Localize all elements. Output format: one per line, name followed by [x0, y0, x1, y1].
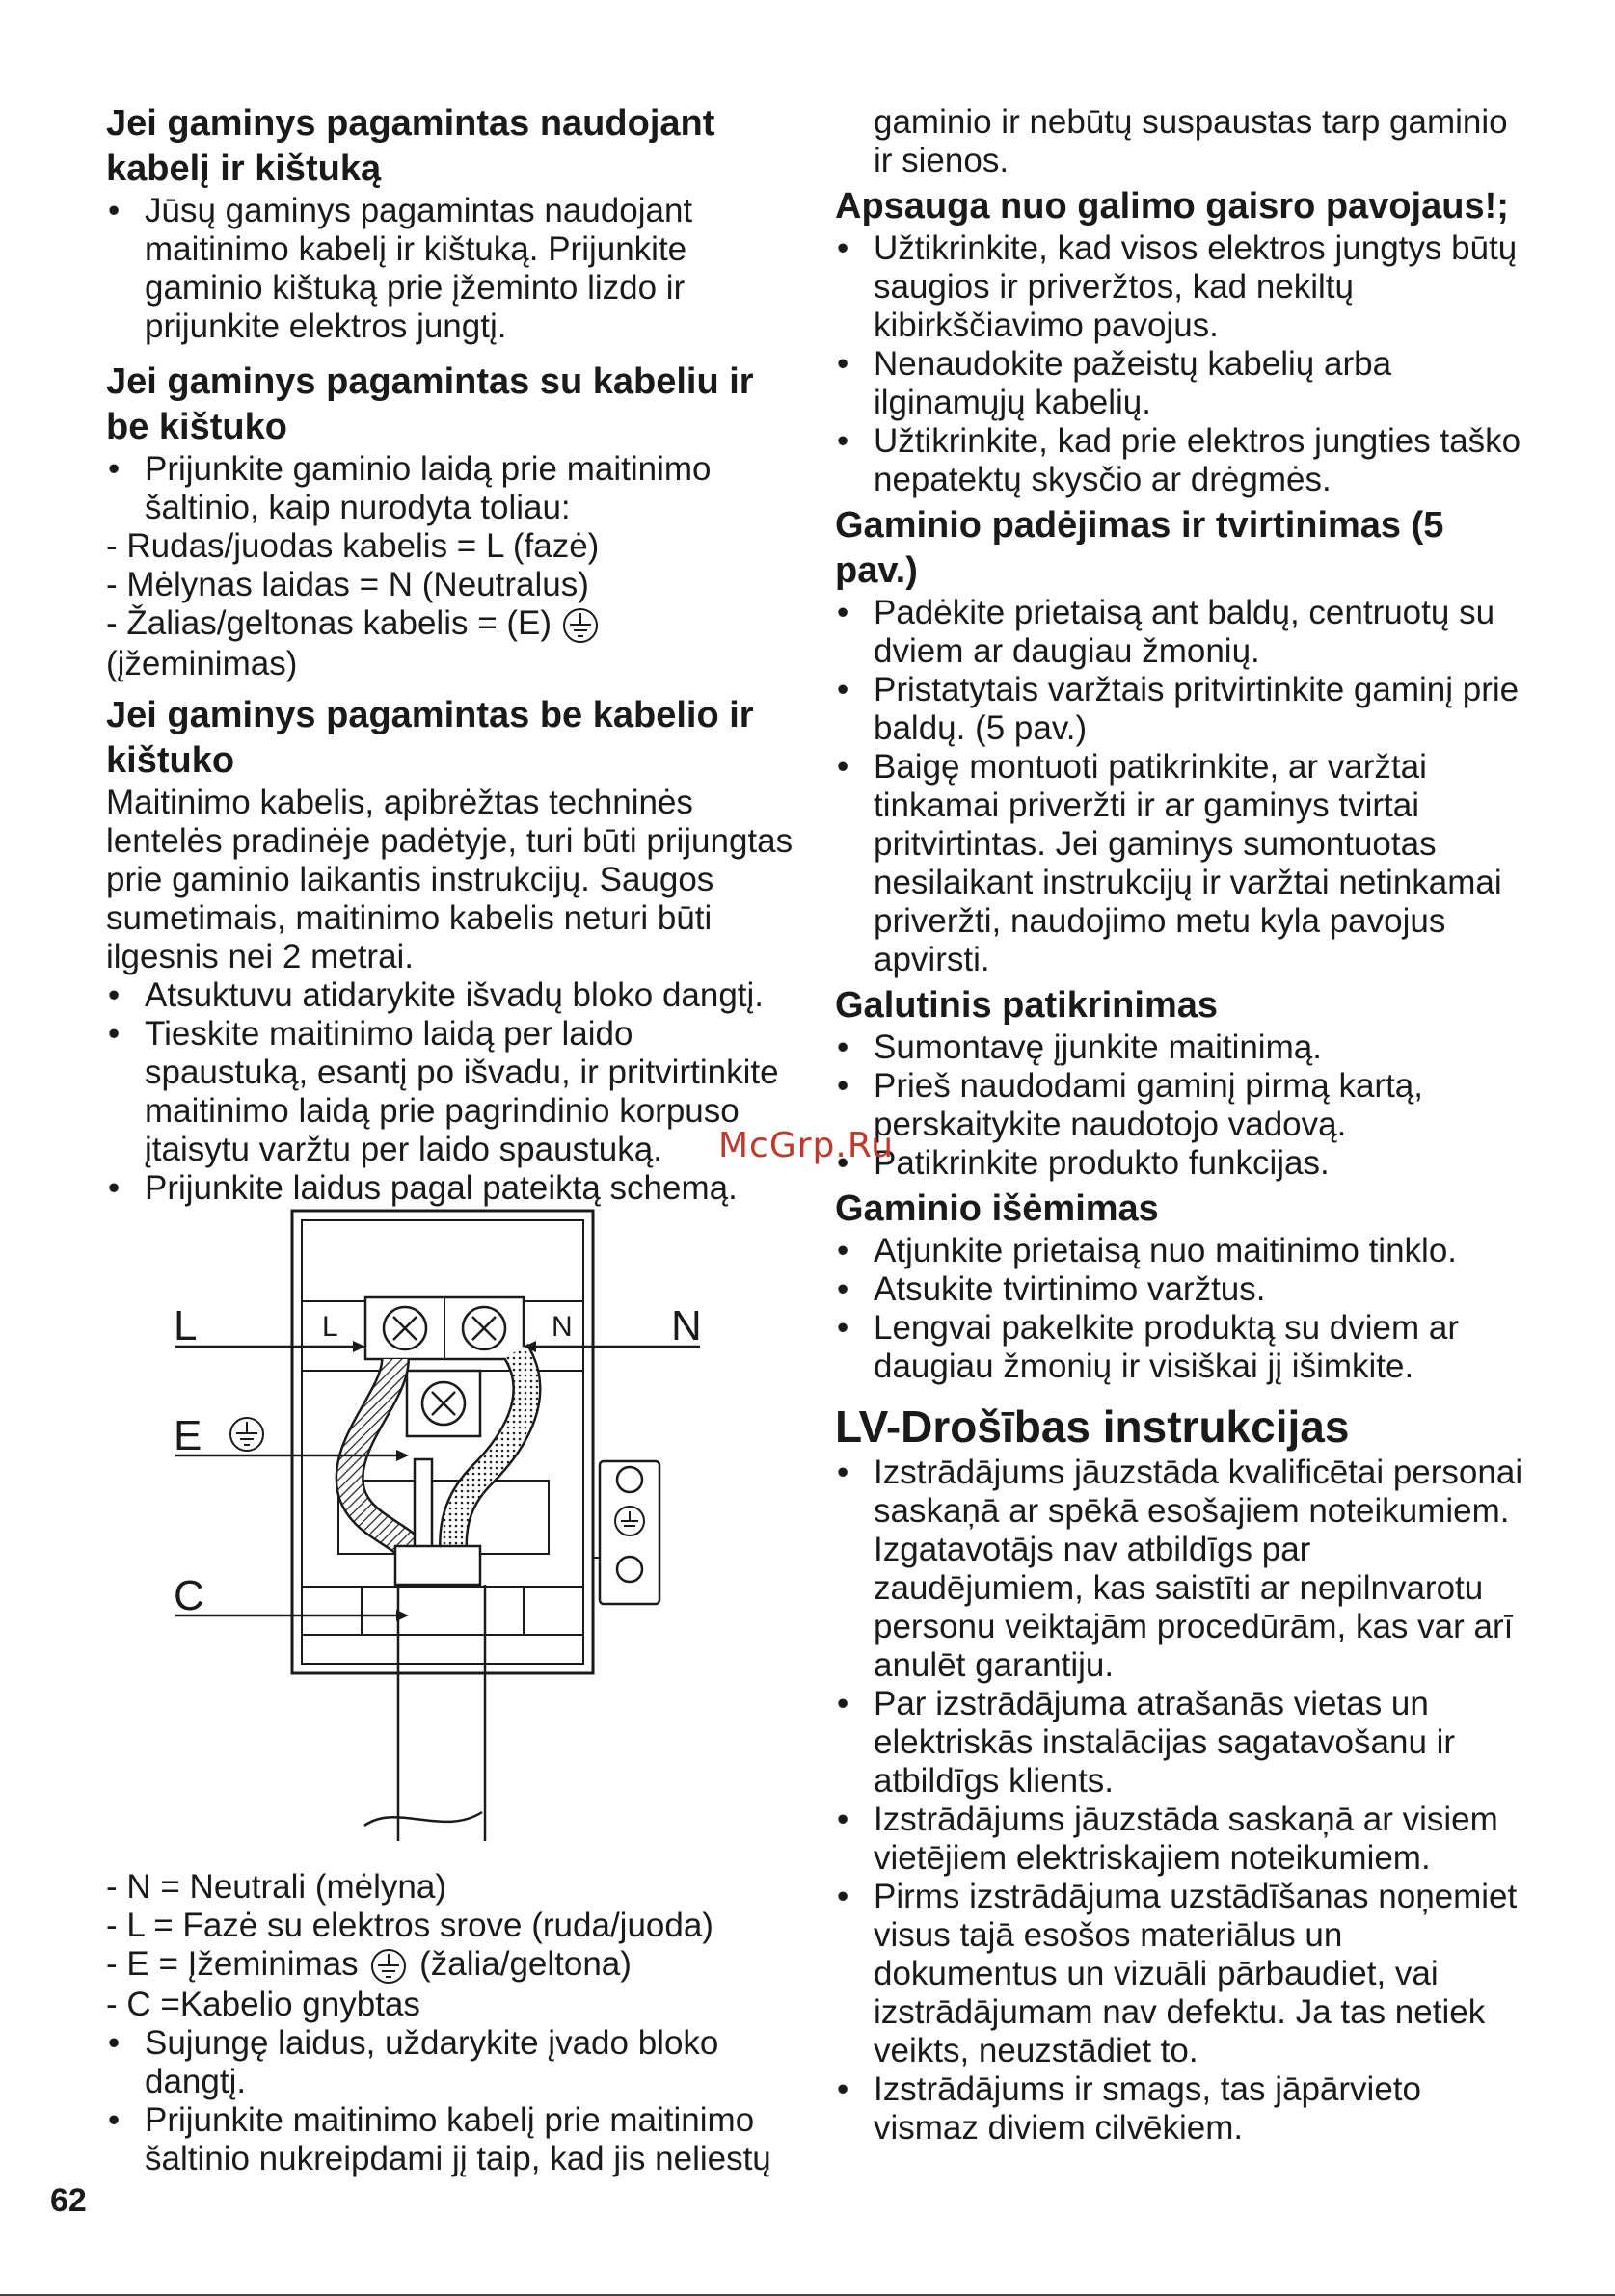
legend-block	[106, 1868, 800, 2178]
ground-icon	[367, 1947, 410, 1986]
list-item: • Izstrādājums jāuzstāda kvalificētai personai saskaņā ar spēkā esošajiem noteikumiem. Izgatavotājs nav atbildīgs par zaudējumiem, kas saistīti ar nepilnvarotu personu veiktajām procedūrām, kas var arī anulēt garantiju.	[835, 1454, 1529, 1685]
wire-green-note: (įžeminimas)	[106, 644, 298, 682]
list-item: • Lengvai pakelkite produktą su dviem ar daugiau žmonių ir visiškai jį išimkite.	[835, 1309, 1529, 1386]
list-item: • Pirms izstrādājuma uzstādīšanas noņemiet visus tajā esošos materiālus un dokumentus un vizuāli pārbaudiet, vai izstrādājumam nav defektu. Ja tas netiek veikts, neuzstādiet to.	[835, 1878, 1529, 2070]
list-cable-plug	[106, 192, 800, 346]
list-placement	[835, 594, 1529, 979]
diagram-label-n: N	[671, 1302, 702, 1349]
page-number: 62	[50, 2182, 87, 2219]
list-item: • Par izstrādājuma atrašanās vietas un elektriskās instalācijas sagatavošanu ir atbildīgs klients.	[835, 1685, 1529, 1801]
list-item: • Atsukite tvirtinimo varžtus.	[835, 1270, 1529, 1309]
diagram-label-e: E	[174, 1412, 202, 1459]
paragraph-cable-length: Maitinimo kabelis, apibrėžtas techninės lentelės pradinėje padėtyje, turi būti prijungtas prie gaminio laikantis instrukcijų. Saugos sumetimais, maitinimo kabelis neturi būti ilgesnis nei 2 metrai.	[106, 783, 794, 975]
list-item: • Užtikrinkite, kad prie elektros jungties taško nepatektų skysčio ar drėgmės.	[835, 422, 1529, 499]
list-item: • Prijunkite gaminio laidą prie maitinimo šaltinio, kaip nurodyta toliau:	[106, 450, 800, 527]
list-no-cable	[106, 976, 800, 1208]
terminal-label-l: L	[322, 1311, 338, 1343]
list-item: • Nenaudokite pažeistų kabelių arba ilginamųjų kabelių.	[835, 345, 1529, 422]
list-item: • Prijunkite laidus pagal pateiktą schemą.	[106, 1169, 800, 1208]
list-item: • Atjunkite prietaisą nuo maitinimo tinklo.	[835, 1232, 1529, 1270]
heading-fire-hazard: Apsauga nuo galimo gaisro pavojaus!;	[835, 186, 1509, 227]
heading-cable-plug: Jei gaminys pagamintas naudojant kabelį ir kištuką	[106, 103, 715, 189]
left-column	[106, 0, 800, 2177]
list-item: • Sujungę laidus, uždarykite įvado bloko dangtį.	[106, 2024, 800, 2101]
watermark: McGrp.Ru	[718, 1126, 895, 1165]
diagram-label-c: C	[174, 1572, 204, 1619]
heading-removal: Gaminio išėmimas	[835, 1188, 1159, 1229]
continued-text: gaminio ir nebūtų suspaustas tarp gaminio ir sienos.	[874, 103, 1508, 179]
wiring-diagram	[164, 1205, 704, 1846]
list-item: • Jūsų gaminys pagamintas naudojant maitinimo kabelį ir kištuką. Prijunkite gaminio kištuką prie įžeminto lizdo ir prijunkite elektros jungtį.	[106, 192, 800, 346]
wire-green	[106, 604, 800, 645]
legend-c: - C =Kabelio gnybtas	[106, 1985, 420, 2023]
list-item: • Izstrādājums ir smags, tas jāpārvieto vismaz diviem cilvēkiem.	[835, 2070, 1529, 2148]
heading-no-cable: Jei gaminys pagamintas be kabelio ir kištuko	[106, 694, 754, 781]
heading-placement: Gaminio padėjimas ir tvirtinimas (5 pav.)	[835, 505, 1444, 591]
terminal-block-drawing	[164, 1205, 704, 1841]
ground-icon	[561, 606, 600, 645]
list-item: • Izstrādājums jāuzstāda saskaņā ar visiem vietējiem elektriskajiem noteikumiem.	[835, 1801, 1529, 1878]
list-item: • Tieskite maitinimo laidą per laido spaustuką, esantį po išvadu, ir pritvirtinkite maitinimo laidą prie pagrindinio korpuso įtaisytu varžtu per laido spaustuką.	[106, 1015, 800, 1169]
list-lv-safety	[835, 1454, 1529, 2148]
heading-lv-safety: LV-Drošības instrukcijas	[835, 1402, 1350, 1452]
wire-blue: - Mėlynas laidas = N (Neutralus)	[106, 566, 589, 603]
list-item: • Užtikrinkite, kad visos elektros jungtys būtų saugios ir priveržtos, kad nekiltų kibirkščiavimo pavojus.	[835, 229, 1529, 345]
diagram-label-l: L	[174, 1302, 198, 1349]
legend-n: - N = Neutrali (mėlyna)	[106, 1868, 447, 1906]
list-item: • Patikrinkite produkto funkcijas.	[835, 1144, 1529, 1183]
list-cable-no-plug	[106, 450, 800, 527]
legend-l: - L = Fazė su elektros srove (ruda/juoda)	[106, 1907, 713, 1944]
wire-brown: - Rudas/juodas kabelis = L (fazė)	[106, 527, 600, 565]
list-item: • Atsuktuvu atidarykite išvadų bloko dangtį.	[106, 976, 800, 1015]
heading-cable-no-plug: Jei gaminys pagamintas su kabeliu ir be kištuko	[106, 361, 754, 447]
legend-e-label: - E = Įžeminimas	[106, 1945, 359, 1983]
terminal-label-n: N	[552, 1311, 573, 1343]
list-item: • Pristatytais varžtais pritvirtinkite gaminį prie baldų. (5 pav.)	[835, 671, 1529, 748]
right-column	[835, 0, 1529, 2148]
list-fire-hazard	[835, 229, 1529, 499]
list-final-left	[106, 2024, 800, 2178]
list-item: • Prieš naudodami gaminį pirmą kartą, perskaitykite naudotojo vadovą.	[835, 1067, 1529, 1144]
legend-e-color: (žalia/geltona)	[419, 1945, 632, 1983]
heading-final-check: Galutinis patikrinimas	[835, 985, 1218, 1026]
wire-green-label: - Žalias/geltonas kabelis = (E)	[106, 604, 552, 642]
list-item: • Baigę montuoti patikrinkite, ar varžtai tinkamai priveržti ir ar gaminys tvirtai pritvirtintas. Jei gaminys sumontuotas nesilaikant instrukcijų ir varžtai netinkamai priveržti, naudojimo metu kyla pavojus apvirsti.	[835, 748, 1529, 979]
list-item: • Prijunkite maitinimo kabelį prie maitinimo šaltinio nukreipdami jį taip, kad jis neliestų	[106, 2101, 800, 2178]
legend-e	[106, 1945, 800, 1986]
list-item: • Padėkite prietaisą ant baldų, centruotų su dviem ar daugiau žmonių.	[835, 594, 1529, 671]
list-final-check	[835, 1028, 1529, 1183]
list-item: • Sumontavę įjunkite maitinimą.	[835, 1028, 1529, 1067]
list-removal	[835, 1232, 1529, 1386]
